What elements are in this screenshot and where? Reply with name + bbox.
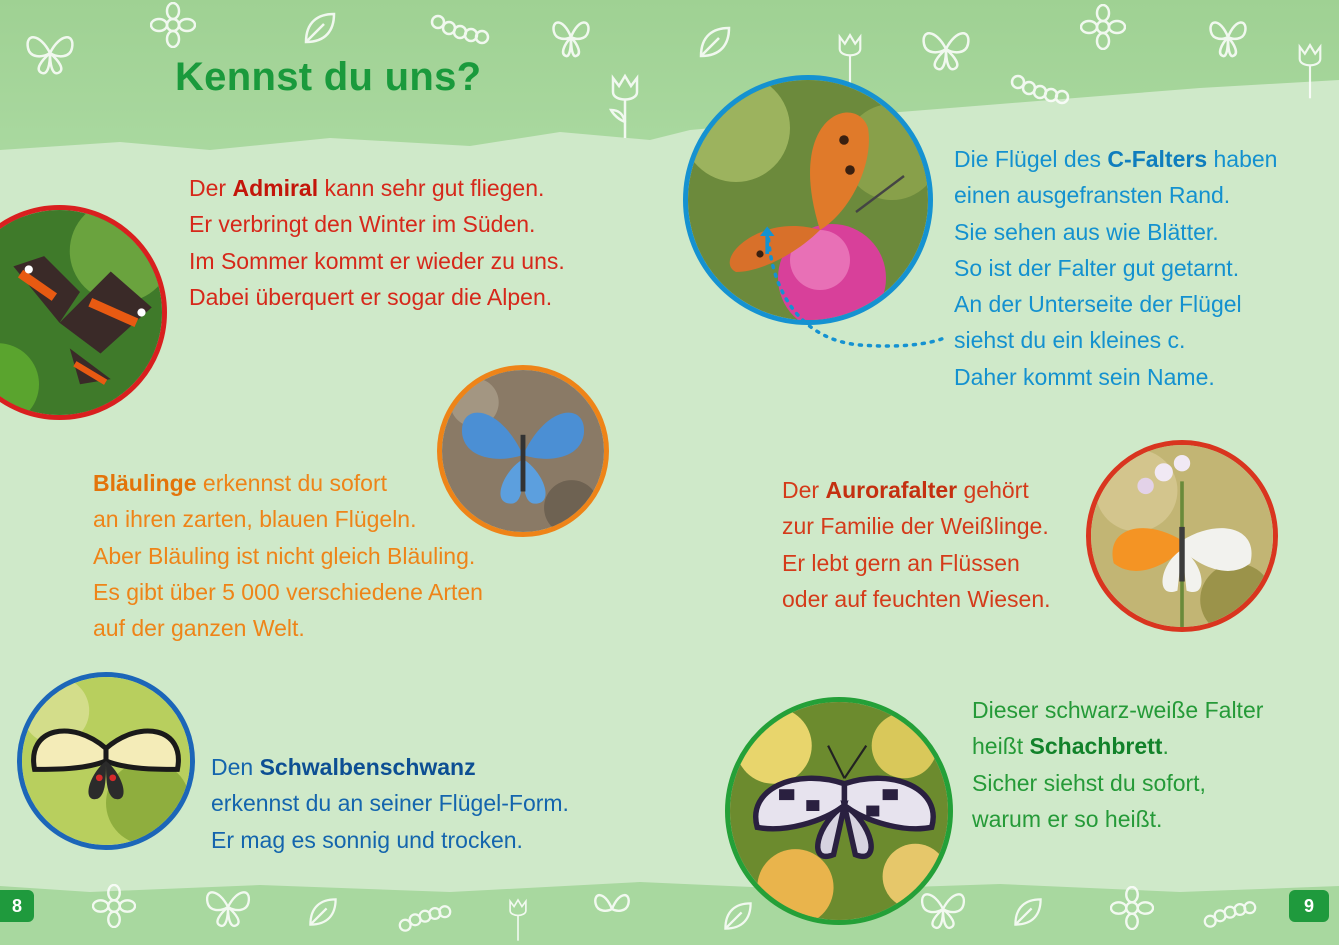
c-falter-text: Die Flügel des C-Falters haben einen ausgefransten Rand. Sie sehen aus wie Blätter. So ist der Falter gut getarnt. An der Unterseite der Flügel siehst du ein kleines c. Daher kommt sein Name. [954,146,1278,390]
schachbrett-name: Schachbrett [1029,733,1163,760]
admiral-name: Admiral [232,175,319,201]
butterfly-icon [1205,12,1251,62]
tulip-icon [500,896,536,942]
flower-icon [92,884,136,928]
flower-icon [1110,886,1154,930]
butterfly-icon [590,884,634,934]
schwalbenschwanz-photo [17,672,195,850]
butterfly-icon [548,12,594,62]
butterfly-icon [20,28,80,78]
leaf-icon [695,22,735,62]
blaeulinge-name: Bläulinge [93,470,197,496]
schwalbenschwanz-name: Schwalbenschwanz [259,754,476,780]
tulip-icon [1290,40,1330,100]
caterpillar-icon [430,10,490,50]
leaf-icon [305,892,341,932]
schachbrett-text: Dieser schwarz-weiße Falter heißt Schachbrett. Sicher siehst du sofort, warum er so heißt. [972,697,1264,832]
leaf-icon [300,8,340,48]
blaeulinge-text: Bläulinge erkennst du sofort an ihren zarten, blauen Flügeln. Aber Bläuling ist nicht gleich Bläuling. Es gibt über 5 000 verschiedene Arten auf der ganzen Welt. [93,470,483,642]
aurorafalter-name: Aurorafalter [825,477,958,503]
leaf-icon [720,896,756,936]
butterfly-icon [915,884,971,934]
schwalbenschwanz-text: Den Schwalbenschwanz erkennst du an seiner Flügel-Form. Er mag es sonnig und trocken. [211,754,569,853]
butterfly-icon [200,882,256,932]
aurorafalter-text: Der Aurorafalter gehört zur Familie der Weißlinge. Er lebt gern an Flüssen oder auf feuchten Wiesen. [782,477,1051,612]
leaf-icon [1010,892,1046,932]
caterpillar-icon [395,900,455,936]
page-number-left: 8 [0,890,34,922]
caterpillar-icon [1010,70,1070,110]
admiral-photo [0,205,167,420]
page-title: Kennst du uns? [175,55,482,99]
dotted-arrow [760,220,950,355]
page-number-right: 9 [1289,890,1329,922]
c-falter-name: C-Falters [1107,146,1208,172]
admiral-text: Der Admiral kann sehr gut fliegen. Er verbringt den Winter im Süden. Im Sommer kommt er wieder zu uns. Dabei überquert er sogar die Alpen. [189,175,565,310]
tulip-icon [605,70,645,140]
aurorafalter-photo [1086,440,1278,632]
caterpillar-icon [1200,896,1260,932]
flower-icon [1080,4,1126,50]
flower-icon [150,2,196,48]
butterfly-icon [916,22,976,76]
schachbrett-photo [725,697,953,925]
